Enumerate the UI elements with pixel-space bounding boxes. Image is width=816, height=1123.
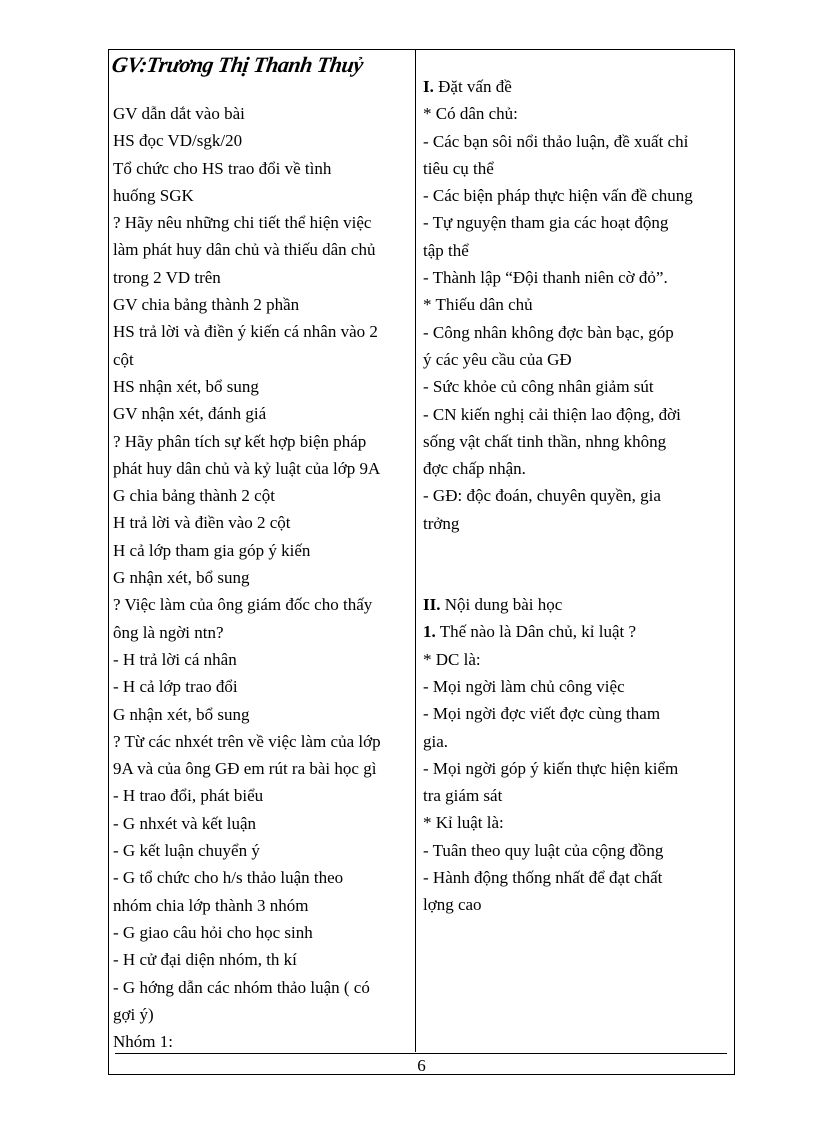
text-line: ý các yêu cầu của GĐ (423, 349, 572, 369)
section-title: Đặt vấn đề (433, 77, 512, 96)
text-line: HS trả lời và điền ý kiến cá nhân vào 2 (113, 322, 378, 342)
text-line: ? Hãy nêu những chi tiết thể hiện việc (113, 213, 372, 233)
text-line: GV chia bảng thành 2 phần (113, 295, 300, 315)
text-line: * Thiếu dân chủ (423, 295, 533, 315)
text-line: - H trao đổi, phát biểu (113, 786, 264, 806)
text-line: Tổ chức cho HS trao đổi về tình (113, 158, 332, 178)
text-line: - G kết luận chuyển ý (113, 841, 260, 861)
text-line: - H cả lớp trao đổi (113, 677, 238, 697)
right-column (423, 73, 728, 919)
text-line: H cả lớp tham gia góp ý kiến (113, 540, 311, 560)
text-line: GV nhận xét, đánh giá (113, 404, 267, 424)
section-number: I. (423, 77, 434, 96)
page-number: 6 (417, 1056, 426, 1075)
text-line: ? Hãy phân tích sự kết hợp biện pháp (113, 431, 367, 451)
text-line: - H cử đại diện nhóm, th kí (113, 950, 297, 970)
text-line: làm phát huy dân chủ và thiếu dân chủ (113, 240, 376, 260)
text-line: - Thành lập “Đội thanh niên cờ đỏ”. (423, 268, 668, 288)
text-line: huống SGK (113, 185, 194, 205)
text-line: 9A và của ông GĐ em rút ra bài học gì (113, 759, 377, 779)
text-line: * Có dân chủ: (423, 104, 518, 124)
text-line: tra giám sát (423, 786, 503, 806)
text-line: nhóm chia lớp thành 3 nhóm (113, 895, 309, 915)
text-line: - G giao câu hỏi cho học sinh (113, 922, 313, 942)
text-line: - G nhxét và kết luận (113, 813, 257, 833)
section-title: Nội dung bài học (440, 595, 563, 615)
question-number: 1. (423, 622, 436, 642)
text-line: trong 2 VD trên (113, 267, 221, 287)
text-line: HS đọc VD/sgk/20 (113, 131, 243, 151)
text-line: gia. (423, 731, 449, 751)
text-line: - Các bạn sôi nổi thảo luận, đề xuất chỉ (423, 131, 689, 151)
section-heading (423, 591, 728, 618)
text-line: phát huy dân chủ và kỷ luật của lớp 9A (113, 458, 381, 478)
text-line: - Mọi ngời đợc viết đợc cùng tham (423, 704, 661, 724)
section-number: II. (423, 595, 441, 615)
text-line: tập thể (423, 240, 469, 260)
left-column (113, 100, 411, 1055)
text-line: - Hành động thống nhất để đạt chất (423, 868, 663, 888)
text-line: tiêu cụ thể (423, 158, 494, 178)
text-line: sống vật chất tinh thần, nhng không (423, 431, 667, 451)
teacher-header: GV:Trương Thị Thanh Thuỷ (110, 52, 365, 77)
text-line: ? Việc làm của ông giám đốc cho thấy (113, 595, 373, 615)
footer-rule (115, 1053, 727, 1054)
text-line: - Sức khỏe củ công nhân giảm sút (423, 377, 654, 397)
text-line: - H trả lời cá nhân (113, 649, 237, 669)
text-line: GV dẫn dắt vào bài (113, 104, 245, 123)
question-heading (423, 618, 728, 645)
text-line: G chia bảng thành 2 cột (113, 486, 275, 506)
text-line: - Công nhân không đợc bàn bạc, góp (423, 322, 674, 342)
text-line: - G tổ chức cho h/s thảo luận theo (113, 868, 344, 888)
text-line: - Các biện pháp thực hiện vấn đề chung (423, 186, 693, 206)
text-line: đợc chấp nhận. (423, 459, 526, 479)
text-line: G nhận xét, bổ sung (113, 568, 250, 588)
text-line: - Mọi ngời góp ý kiến thực hiện kiểm (423, 758, 679, 778)
text-line: HS nhận xét, bổ sung (113, 376, 259, 396)
text-line: - Tuân theo quy luật của cộng đồng (423, 840, 664, 860)
text-line: ? Từ các nhxét trên về việc làm của lớp (113, 731, 381, 751)
text-line: cột (113, 349, 134, 369)
section-heading (423, 73, 728, 100)
text-line: Nhóm 1: (113, 1032, 173, 1052)
text-line: - Mọi ngời làm chủ công việc (423, 676, 625, 696)
text-line: H trả lời và điền vào 2 cột (113, 513, 291, 533)
text-line: gợi ý) (113, 1004, 154, 1024)
text-line: lợng cao (423, 895, 482, 915)
text-line: * DC là: (423, 649, 481, 669)
text-line: - Tự nguyện tham gia các hoạt động (423, 213, 669, 233)
text-line: - CN kiến nghị cải thiện lao động, đời (423, 404, 681, 424)
text-line: ông là ngời ntn? (113, 622, 224, 642)
text-line: - GĐ: độc đoán, chuyên quyền, gia (423, 486, 661, 506)
text-line: trởng (423, 513, 460, 533)
question-text: Thế nào là Dân chủ, kỉ luật ? (435, 622, 637, 642)
spacer (423, 537, 728, 591)
text-line: - G hớng dẫn các nhóm thảo luận ( có (113, 977, 370, 997)
text-line: G nhận xét, bổ sung (113, 704, 250, 724)
text-line: * Kỉ luật là: (423, 813, 504, 833)
column-divider (415, 49, 416, 1052)
